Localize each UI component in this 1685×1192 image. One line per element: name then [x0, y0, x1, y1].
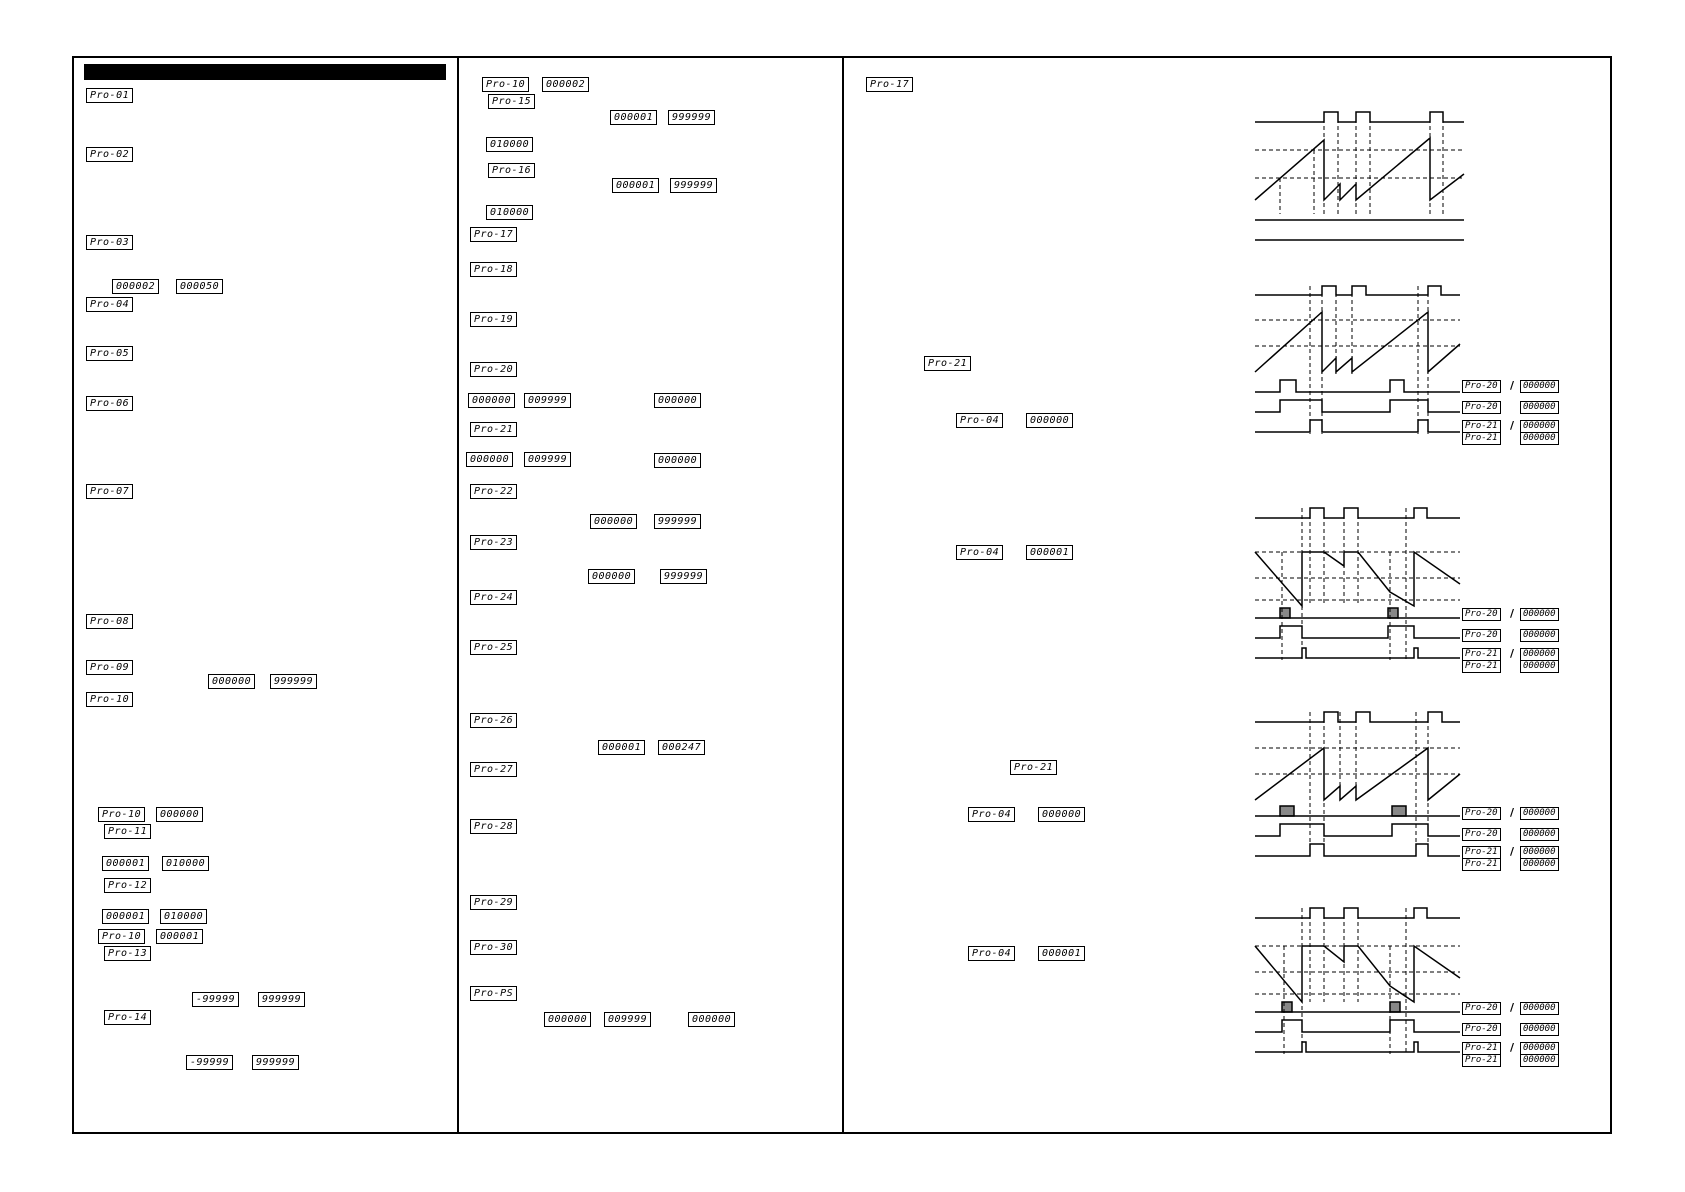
- lcd-value: 000000: [1520, 1002, 1559, 1015]
- output-3-trace: [1255, 1042, 1460, 1052]
- lcd-value: 999999: [670, 178, 717, 193]
- lcd-value: 000000: [466, 452, 513, 467]
- lcd-pro-25: Pro-25: [470, 640, 517, 655]
- lcd-value: 000000: [1520, 1023, 1559, 1036]
- lcd-pro-30: Pro-30: [470, 940, 517, 955]
- lcd-pro-20: Pro-20: [1462, 401, 1501, 414]
- column-divider-1: [457, 56, 459, 1134]
- lcd-value: 000002: [542, 77, 589, 92]
- lcd-value: 000000: [1520, 629, 1559, 642]
- lcd-value: 000000: [1026, 413, 1073, 428]
- lcd-value: 000001: [102, 856, 149, 871]
- lcd-value: 000000: [468, 393, 515, 408]
- lcd-value: 000000: [1520, 846, 1559, 859]
- lcd-pro-17: Pro-17: [470, 227, 517, 242]
- timing-diagram-5: [1250, 906, 1470, 1056]
- lcd-pro-20: Pro-20: [1462, 608, 1501, 621]
- lcd-pro-13: Pro-13: [104, 946, 151, 961]
- lcd-pro-11: Pro-11: [104, 824, 151, 839]
- lcd-pro-ps: Pro-PS: [470, 986, 517, 1001]
- lcd-pro-12: Pro-12: [104, 878, 151, 893]
- lcd-pro-20: Pro-20: [1462, 380, 1501, 393]
- output-3-trace: [1255, 648, 1460, 658]
- lcd-value: 009999: [524, 393, 571, 408]
- section-header-bar: [84, 64, 446, 80]
- output-3-trace: [1255, 844, 1460, 856]
- lcd-pro-27: Pro-27: [470, 762, 517, 777]
- lcd-value: 010000: [486, 205, 533, 220]
- lcd-pro-06: Pro-06: [86, 396, 133, 411]
- timing-diagram-4: [1250, 710, 1470, 860]
- lcd-pro-21: Pro-21: [924, 356, 971, 371]
- lcd-pro-15: Pro-15: [488, 94, 535, 109]
- lcd-pro-20: Pro-20: [1462, 1002, 1501, 1015]
- output-1-trace: [1255, 380, 1460, 392]
- lcd-pro-28: Pro-28: [470, 819, 517, 834]
- lcd-pro-20: Pro-20: [1462, 807, 1501, 820]
- marker: [1280, 806, 1294, 816]
- lcd-pro-04: Pro-04: [956, 413, 1003, 428]
- lcd-value: 000000: [1520, 1054, 1559, 1067]
- lcd-value: 010000: [160, 909, 207, 924]
- lcd-pro-22: Pro-22: [470, 484, 517, 499]
- lcd-pro-02: Pro-02: [86, 147, 133, 162]
- lcd-value: -99999: [192, 992, 239, 1007]
- lcd-value: 000001: [102, 909, 149, 924]
- lcd-pro-10: Pro-10: [98, 807, 145, 822]
- lcd-value: 000000: [1520, 432, 1559, 445]
- slash-separator: /: [1510, 806, 1515, 819]
- lcd-pro-21: Pro-21: [1462, 432, 1501, 445]
- lcd-value: 000000: [1520, 807, 1559, 820]
- slash-separator: /: [1510, 419, 1515, 432]
- lcd-pro-26: Pro-26: [470, 713, 517, 728]
- lcd-pro-21: Pro-21: [1462, 420, 1501, 433]
- lcd-value: 000000: [1520, 660, 1559, 673]
- lcd-value: 000000: [1520, 1042, 1559, 1055]
- lcd-value: 000000: [1520, 420, 1559, 433]
- lcd-pro-08: Pro-08: [86, 614, 133, 629]
- slash-separator: /: [1510, 379, 1515, 392]
- lcd-pro-03: Pro-03: [86, 235, 133, 250]
- lcd-value: 009999: [524, 452, 571, 467]
- slash-separator: /: [1510, 1001, 1515, 1014]
- output-2-trace: [1255, 824, 1460, 836]
- lcd-value: 000001: [598, 740, 645, 755]
- pulse-trace: [1255, 112, 1464, 122]
- lcd-pro-09: Pro-09: [86, 660, 133, 675]
- lcd-value: 999999: [252, 1055, 299, 1070]
- lcd-pro-04: Pro-04: [86, 297, 133, 312]
- lcd-pro-21: Pro-21: [1462, 1042, 1501, 1055]
- lcd-pro-21: Pro-21: [1010, 760, 1057, 775]
- lcd-pro-18: Pro-18: [470, 262, 517, 277]
- lcd-pro-21: Pro-21: [1462, 648, 1501, 661]
- lcd-value: 000000: [654, 393, 701, 408]
- lcd-pro-20: Pro-20: [1462, 629, 1501, 642]
- lcd-value: 000050: [176, 279, 223, 294]
- pulse-trace: [1255, 286, 1460, 295]
- output-2-trace: [1255, 400, 1460, 412]
- lcd-pro-20: Pro-20: [470, 362, 517, 377]
- lcd-value: 999999: [258, 992, 305, 1007]
- timing-diagram-3: [1250, 506, 1470, 660]
- slash-separator: /: [1510, 647, 1515, 660]
- marker: [1390, 1002, 1400, 1012]
- ramp-trace: [1255, 312, 1460, 372]
- pulse-trace: [1255, 712, 1460, 722]
- lcd-pro-21: Pro-21: [470, 422, 517, 437]
- lcd-value: 000000: [654, 453, 701, 468]
- lcd-pro-21: Pro-21: [1462, 1054, 1501, 1067]
- lcd-value: 000000: [1520, 380, 1559, 393]
- lcd-value: 999999: [270, 674, 317, 689]
- output-2-trace: [1255, 626, 1460, 638]
- lcd-pro-19: Pro-19: [470, 312, 517, 327]
- timing-diagram-1: [1250, 108, 1470, 243]
- lcd-value: 000001: [156, 929, 203, 944]
- lcd-pro-04: Pro-04: [956, 545, 1003, 560]
- lcd-value: 009999: [604, 1012, 651, 1027]
- lcd-pro-23: Pro-23: [470, 535, 517, 550]
- lcd-pro-07: Pro-07: [86, 484, 133, 499]
- output-3-trace: [1255, 420, 1460, 432]
- lcd-value: 999999: [668, 110, 715, 125]
- output-2-trace: [1255, 1020, 1460, 1032]
- lcd-value: 000000: [1520, 858, 1559, 871]
- lcd-pro-29: Pro-29: [470, 895, 517, 910]
- lcd-value: -99999: [186, 1055, 233, 1070]
- slash-separator: /: [1510, 607, 1515, 620]
- lcd-value: 000000: [156, 807, 203, 822]
- lcd-pro-21: Pro-21: [1462, 660, 1501, 673]
- lcd-value: 999999: [654, 514, 701, 529]
- slash-separator: /: [1510, 845, 1515, 858]
- lcd-pro-14: Pro-14: [104, 1010, 151, 1025]
- lcd-value: 999999: [660, 569, 707, 584]
- slash-separator: /: [1510, 1041, 1515, 1054]
- lcd-pro-21: Pro-21: [1462, 858, 1501, 871]
- lcd-value: 000000: [588, 569, 635, 584]
- ramp-trace: [1255, 138, 1464, 200]
- lcd-pro-16: Pro-16: [488, 163, 535, 178]
- lcd-value: 010000: [486, 137, 533, 152]
- lcd-pro-17: Pro-17: [866, 77, 913, 92]
- lcd-pro-10: Pro-10: [86, 692, 133, 707]
- marker: [1392, 806, 1406, 816]
- lcd-value: 000000: [544, 1012, 591, 1027]
- lcd-value: 000000: [1520, 401, 1559, 414]
- lcd-value: 010000: [162, 856, 209, 871]
- lcd-pro-21: Pro-21: [1462, 846, 1501, 859]
- lcd-value: 000001: [612, 178, 659, 193]
- lcd-value: 000000: [688, 1012, 735, 1027]
- lcd-pro-24: Pro-24: [470, 590, 517, 605]
- lcd-value: 000000: [1520, 828, 1559, 841]
- lcd-pro-10: Pro-10: [98, 929, 145, 944]
- lcd-pro-20: Pro-20: [1462, 828, 1501, 841]
- lcd-value: 000001: [610, 110, 657, 125]
- lcd-pro-01: Pro-01: [86, 88, 133, 103]
- lcd-pro-04: Pro-04: [968, 807, 1015, 822]
- lcd-value: 000001: [1038, 946, 1085, 961]
- lcd-value: 000000: [1520, 648, 1559, 661]
- lcd-value: 000000: [208, 674, 255, 689]
- timing-diagram-2: [1250, 284, 1470, 438]
- lcd-value: 000001: [1026, 545, 1073, 560]
- lcd-value: 000000: [590, 514, 637, 529]
- lcd-pro-05: Pro-05: [86, 346, 133, 361]
- column-divider-2: [842, 56, 844, 1134]
- lcd-value: 000000: [1038, 807, 1085, 822]
- lcd-value: 000247: [658, 740, 705, 755]
- lcd-value: 000000: [1520, 608, 1559, 621]
- lcd-pro-10: Pro-10: [482, 77, 529, 92]
- lcd-pro-20: Pro-20: [1462, 1023, 1501, 1036]
- lcd-value: 000002: [112, 279, 159, 294]
- lcd-pro-04: Pro-04: [968, 946, 1015, 961]
